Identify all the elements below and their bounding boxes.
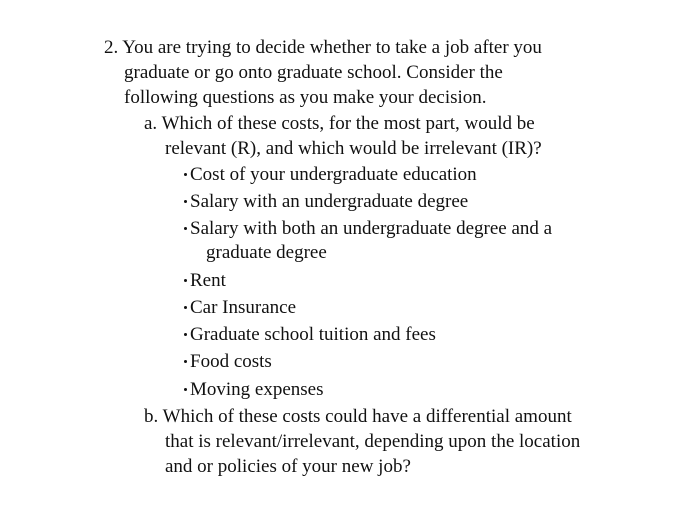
list-item <box>184 295 296 320</box>
list-item-text: Food costs <box>190 351 272 372</box>
list-item <box>184 268 226 293</box>
part-b-text-3: and or policies of your new job? <box>165 456 411 477</box>
question-line-1 <box>104 35 542 60</box>
part-b-text-2: that is relevant/irrelevant, depending upon the location <box>165 431 581 452</box>
part-b-text-1: Which of these costs could have a differential amount <box>162 406 572 427</box>
part-b-line-1 <box>144 404 572 429</box>
question-text-3: following questions as you make your decision. <box>124 87 487 108</box>
part-b-label: b. <box>144 406 159 427</box>
list-item <box>184 349 272 374</box>
part-a-text-1: Which of these costs, for the most part, would be <box>161 113 535 134</box>
bullet-icon <box>184 279 187 282</box>
list-item-text: Car Insurance <box>190 297 297 318</box>
question-number: 2. <box>104 37 119 58</box>
question-text-2: graduate or go onto graduate school. Consider the <box>124 62 503 83</box>
part-a-label: a. <box>144 113 158 134</box>
list-item-text: Moving expenses <box>190 379 324 400</box>
list-item-text: Graduate school tuition and fees <box>190 324 436 345</box>
bullet-icon <box>184 388 187 391</box>
part-a-line-1 <box>144 111 535 136</box>
bullet-icon <box>184 306 187 309</box>
part-a-text-2: relevant (R), and which would be irrelevant (IR)? <box>165 138 542 159</box>
list-item-text: Salary with both an undergraduate degree and a <box>190 218 553 239</box>
list-item <box>184 216 552 241</box>
list-item <box>184 322 436 347</box>
bullet-icon <box>184 200 187 203</box>
bullet-icon <box>184 333 187 336</box>
question-text-1: You are trying to decide whether to take a job after you <box>122 37 542 58</box>
list-item-text: Rent <box>190 270 226 291</box>
bullet-icon <box>184 173 187 176</box>
bullet-icon <box>184 360 187 363</box>
list-item-text: Salary with an undergraduate degree <box>190 191 469 212</box>
list-item <box>184 162 477 187</box>
list-item <box>184 189 468 214</box>
list-item <box>184 377 324 402</box>
bullet-icon <box>184 227 187 230</box>
list-item-text: Cost of your undergraduate education <box>190 164 477 185</box>
list-item-continuation: graduate degree <box>206 242 327 263</box>
